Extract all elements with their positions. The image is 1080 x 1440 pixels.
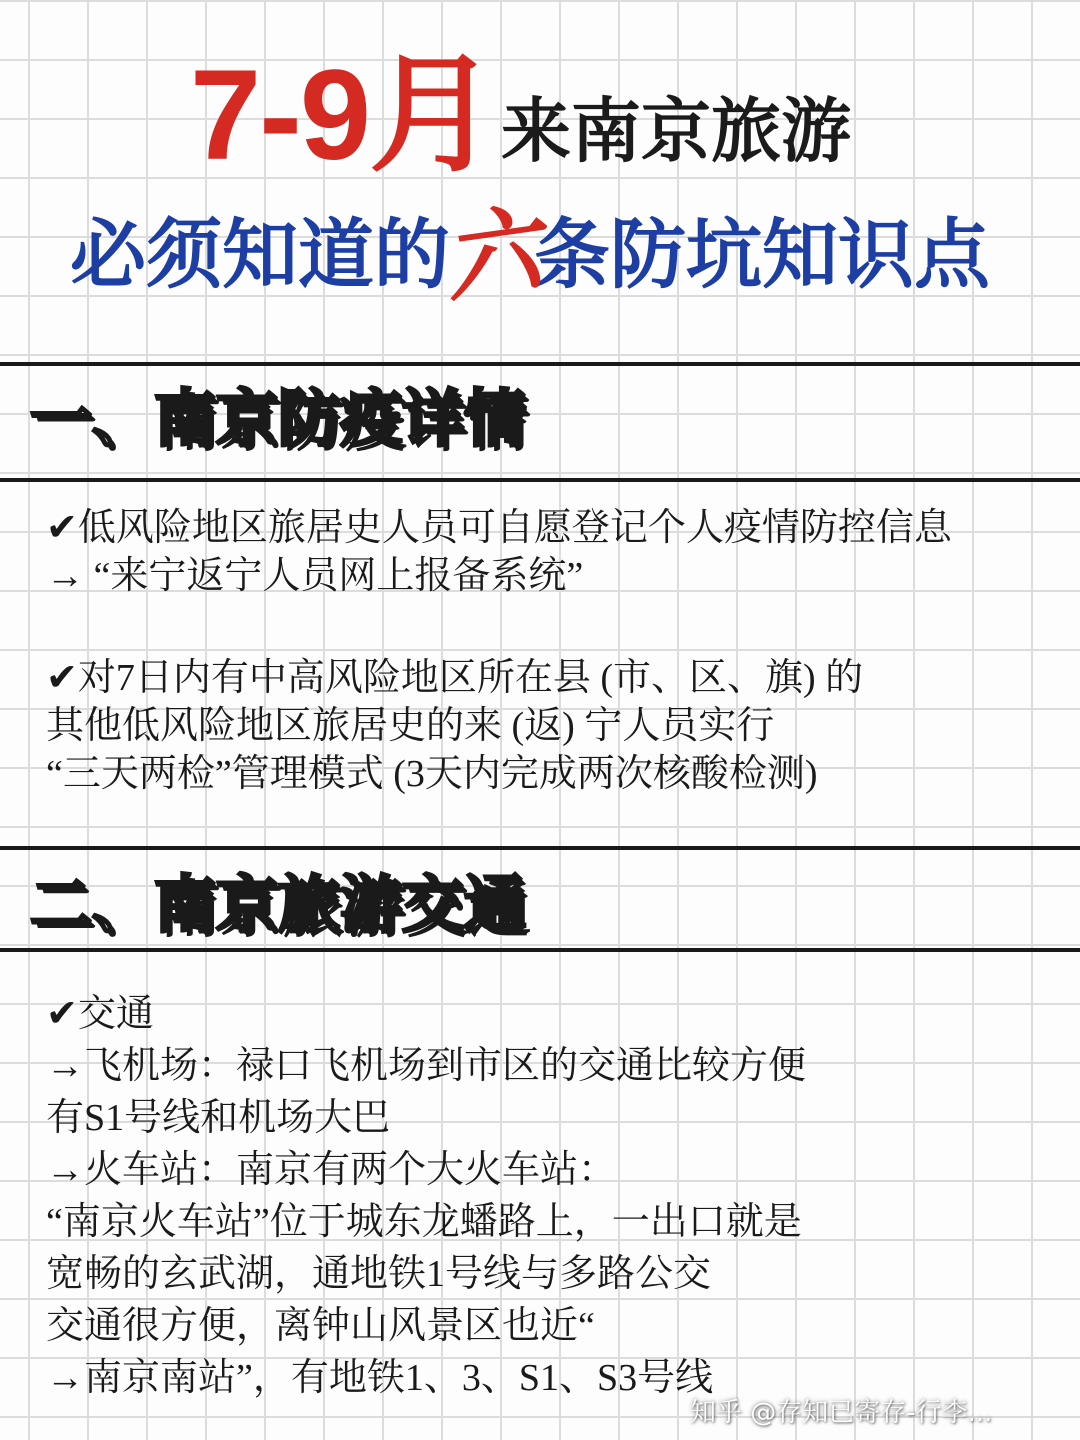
text-line: ✔低风险地区旅居史人员可自愿登记个人疫情防控信息	[46, 507, 952, 549]
section-2-heading: 二、南京旅游交通	[30, 868, 527, 941]
title-line-2-start: 必须知道的	[70, 210, 450, 299]
title-subject: 来南京旅游	[501, 90, 851, 172]
text-line: 交通很方便，离钟山风景区也近“	[46, 1305, 595, 1347]
text-line: 宽畅的玄武湖，通地铁1号线与多路公交	[46, 1253, 712, 1295]
text-line: “三天两检”管理模式 (3天内完成两次核酸检测)	[46, 753, 818, 795]
section-1-paragraph-1	[46, 504, 1056, 600]
text-line: →火车站：南京有两个大火车站：	[46, 1149, 617, 1191]
section-1-top-rule	[0, 362, 1080, 366]
section-2-top-rule	[0, 846, 1080, 850]
text-line: 其他低风险地区旅居史的来 (返) 宁人员实行	[46, 705, 775, 747]
title-line-2-end: 条防坑知识点	[534, 210, 990, 299]
text-line: “南京火车站”位于城东龙蟠路上，一出口就是	[46, 1201, 802, 1243]
text-line: →南京南站”，有地铁1、3、S1、S3号线	[46, 1357, 714, 1399]
text-line: →飞机场：禄口飞机场到市区的交通比较方便	[46, 1045, 807, 1087]
section-1-paragraph-2	[46, 654, 1056, 798]
section-2-bottom-rule	[0, 948, 1080, 952]
watermark: 知乎 @存知已寄存-行李...	[690, 1398, 993, 1428]
section-2-paragraph	[46, 988, 1056, 1404]
title-line-2	[70, 192, 990, 318]
section-1-bottom-rule	[0, 478, 1080, 482]
text-line: ✔交通	[46, 993, 154, 1035]
title-highlight-number: 六	[436, 192, 548, 318]
text-line: 有S1号线和机场大巴	[46, 1097, 391, 1139]
text-line: → “来宁返宁人员网上报备系统”	[46, 555, 584, 597]
text-line: ✔对7日内有中高风险地区所在县 (市、区、旗) 的	[46, 657, 864, 699]
title-month-range: 7-9月	[190, 44, 495, 187]
title-line-1	[190, 40, 851, 187]
section-1-heading: 一、南京防疫详情	[30, 382, 527, 455]
